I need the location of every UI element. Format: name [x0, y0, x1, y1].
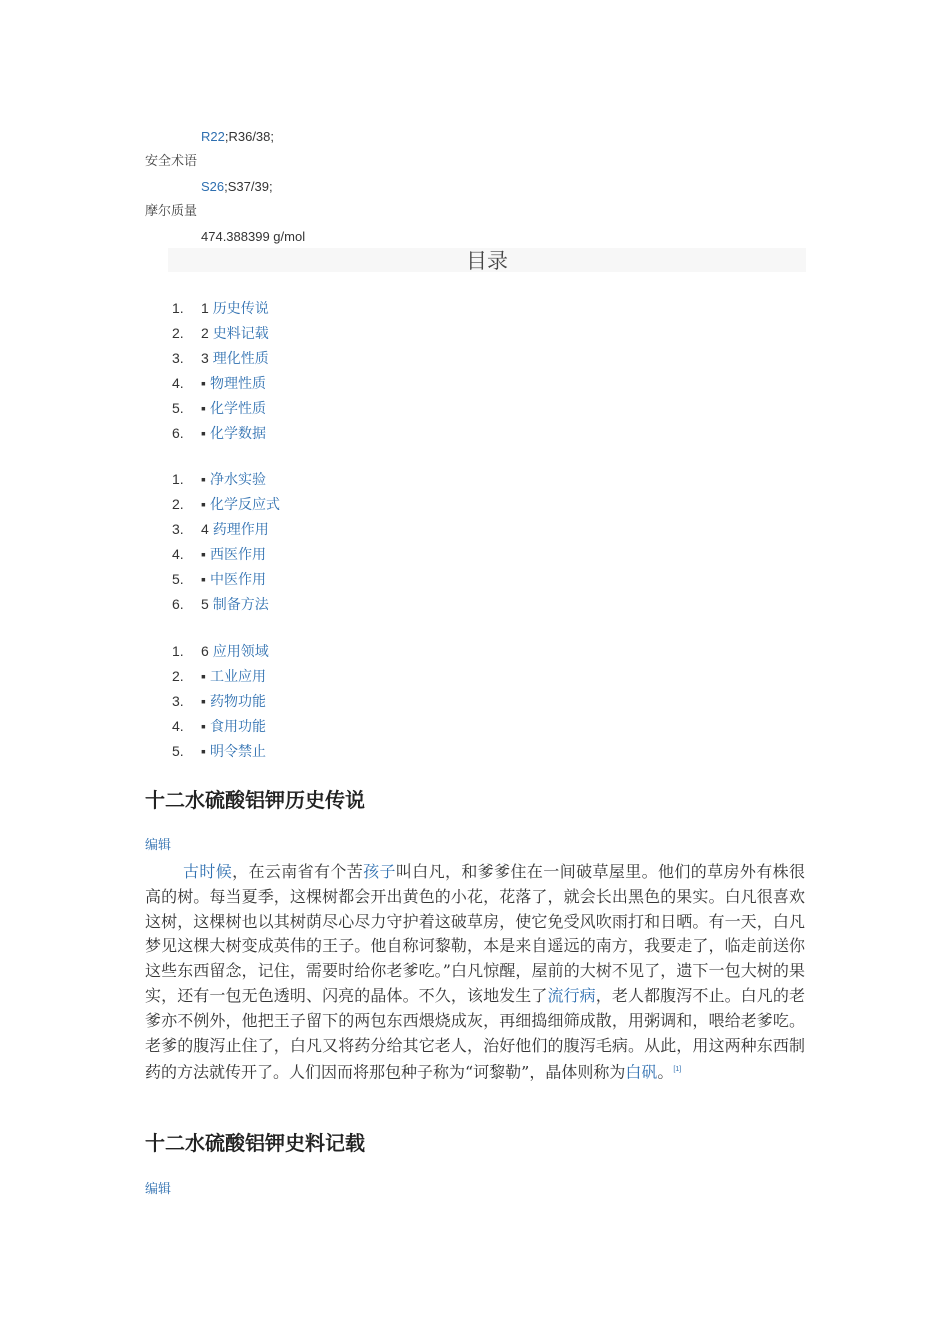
toc-item-number: 2.	[172, 496, 184, 512]
toc-item-number: 4.	[172, 718, 184, 734]
text-segment: ，在云南省有个苦	[232, 862, 364, 881]
toc-item-number: 1.	[172, 471, 184, 487]
toc-item-prefix: ▪	[201, 718, 206, 734]
toc-item-prefix: 2	[201, 325, 209, 341]
toc-item-prefix: 5	[201, 596, 209, 612]
link-child[interactable]: 孩子	[363, 862, 396, 881]
toc-item-link[interactable]: 明令禁止	[209, 744, 266, 760]
toc-item-prefix: ▪	[201, 496, 206, 512]
edit-link-2[interactable]: 编辑	[145, 1182, 172, 1197]
risk-code-rest: ;R36/38;	[224, 129, 275, 144]
toc-item-prefix: ▪	[201, 668, 206, 684]
toc-item-link[interactable]: 理化性质	[212, 351, 269, 367]
safety-code-link[interactable]: S26	[201, 179, 225, 194]
toc-item	[172, 421, 269, 446]
toc-item-link[interactable]: 净水实验	[209, 472, 266, 488]
toc-item	[172, 639, 269, 664]
toc-item-number: 3.	[172, 521, 184, 537]
section-heading-records: 十二水硫酸铝钾史料记载	[145, 1131, 365, 1155]
toc-item	[172, 714, 269, 739]
safety-code-rest: ;S37/39;	[224, 179, 273, 194]
toc-item-prefix: 6	[201, 643, 209, 659]
toc-item-number: 3.	[172, 350, 184, 366]
text-segment: 。	[657, 1062, 674, 1082]
toc-item	[172, 346, 269, 371]
toc-item-number: 5.	[172, 743, 184, 759]
toc-item	[172, 517, 280, 542]
toc-item	[172, 739, 269, 764]
toc-item	[172, 321, 269, 346]
toc-item-link[interactable]: 史料记载	[212, 326, 269, 342]
link-alum[interactable]: 白矾	[625, 1062, 658, 1082]
safety-codes-value	[201, 179, 273, 195]
history-paragraph	[145, 860, 805, 1086]
link-epidemic[interactable]: 流行病	[547, 985, 596, 1005]
toc-list-2	[172, 467, 280, 617]
toc-item-prefix: 4	[201, 521, 209, 537]
toc-item	[172, 492, 280, 517]
toc-header	[168, 248, 806, 272]
toc-item-prefix: ▪	[201, 693, 206, 709]
toc-item-link[interactable]: 西医作用	[209, 547, 266, 563]
toc-item	[172, 567, 280, 592]
toc-item-number: 5.	[172, 400, 184, 416]
toc-item-prefix: ▪	[201, 471, 206, 487]
toc-item	[172, 371, 269, 396]
toc-item-number: 4.	[172, 546, 184, 562]
toc-item-prefix: ▪	[201, 425, 206, 441]
toc-list-1	[172, 296, 269, 446]
toc-item-link[interactable]: 化学数据	[209, 426, 266, 442]
toc-item-link[interactable]: 制备方法	[212, 597, 269, 613]
toc-title: 目录	[466, 249, 508, 273]
toc-item-link[interactable]: 药理作用	[212, 522, 269, 538]
toc-item-number: 2.	[172, 668, 184, 684]
toc-item	[172, 296, 269, 321]
toc-item	[172, 542, 280, 567]
reference-marker[interactable]: [1]	[673, 1066, 682, 1074]
toc-item	[172, 664, 269, 689]
toc-item-number: 4.	[172, 375, 184, 391]
toc-item	[172, 396, 269, 421]
toc-item-prefix: ▪	[201, 400, 206, 416]
molar-mass-value: 474.388399 g/mol	[201, 229, 306, 244]
risk-codes-value	[201, 129, 274, 145]
toc-item-prefix: 1	[201, 300, 209, 316]
toc-item-link[interactable]: 物理性质	[209, 376, 266, 392]
toc-item-prefix: 3	[201, 350, 209, 366]
toc-item-number: 5.	[172, 571, 184, 587]
toc-item-link[interactable]: 食用功能	[209, 719, 266, 735]
toc-item-link[interactable]: 化学反应式	[209, 497, 280, 513]
molar-mass-label: 摩尔质量	[145, 204, 198, 219]
toc-item-number: 3.	[172, 693, 184, 709]
text-segment: ，老人都腹泻不止。白凡的老爹亦不例外，他把王子留下的两包东西煨烧成灰，再细捣细筛成散，用粥调和，喂给老爹吃。老爹的腹泻止住了，白凡又将药分给其它老人，治好他们的腹泻毛病。从此，用这两种东西制药的方法就传开了。人们因而将那包种子称为“诃黎勒”，晶体则称为	[145, 985, 805, 1082]
toc-item	[172, 467, 280, 492]
risk-code-link[interactable]: R22	[201, 129, 225, 144]
section-heading-history: 十二水硫酸铝钾历史传说	[145, 788, 365, 812]
toc-item-prefix: ▪	[201, 375, 206, 391]
safety-term-label: 安全术语	[145, 154, 198, 169]
text-segment: 叫白凡，和爹爹住在一间破草屋里。他们的草房外有株很高的树。每当夏季，这棵树都会开出黄色的小花，花落了，就会长出黑色的果实。白凡很喜欢这树，这棵树也以其树荫尽心尽力守护着这破草房，使它免受风吹雨打和日晒。有一天，白凡梦见这棵大树变成英伟的王子。他自称诃黎勒，本是来自遥远的南方，我要走了，临走前送你这些东西留念，记住，需要时给你老爹吃。”白凡惊醒，屋前的大树不见了，遗下一包大树的果实，还有一包无色透明、闪亮的晶体。不久，该地发生了	[145, 862, 805, 1005]
toc-item-number: 6.	[172, 596, 184, 612]
toc-item-link[interactable]: 化学性质	[209, 401, 266, 417]
toc-list-3	[172, 639, 269, 764]
toc-item-link[interactable]: 应用领域	[212, 644, 269, 660]
toc-item-link[interactable]: 工业应用	[209, 669, 266, 685]
toc-item-prefix: ▪	[201, 571, 206, 587]
toc-item-link[interactable]: 药物功能	[209, 694, 266, 710]
toc-item-number: 6.	[172, 425, 184, 441]
toc-item-prefix: ▪	[201, 743, 206, 759]
toc-item-prefix: ▪	[201, 546, 206, 562]
toc-item	[172, 689, 269, 714]
toc-item-link[interactable]: 中医作用	[209, 572, 266, 588]
toc-item-number: 1.	[172, 300, 184, 316]
link-ancient[interactable]: 古时候	[183, 862, 233, 881]
toc-item-link[interactable]: 历史传说	[212, 301, 269, 317]
edit-link[interactable]: 编辑	[145, 838, 172, 853]
toc-item-number: 1.	[172, 643, 184, 659]
toc-item-number: 2.	[172, 325, 184, 341]
toc-item	[172, 592, 280, 617]
